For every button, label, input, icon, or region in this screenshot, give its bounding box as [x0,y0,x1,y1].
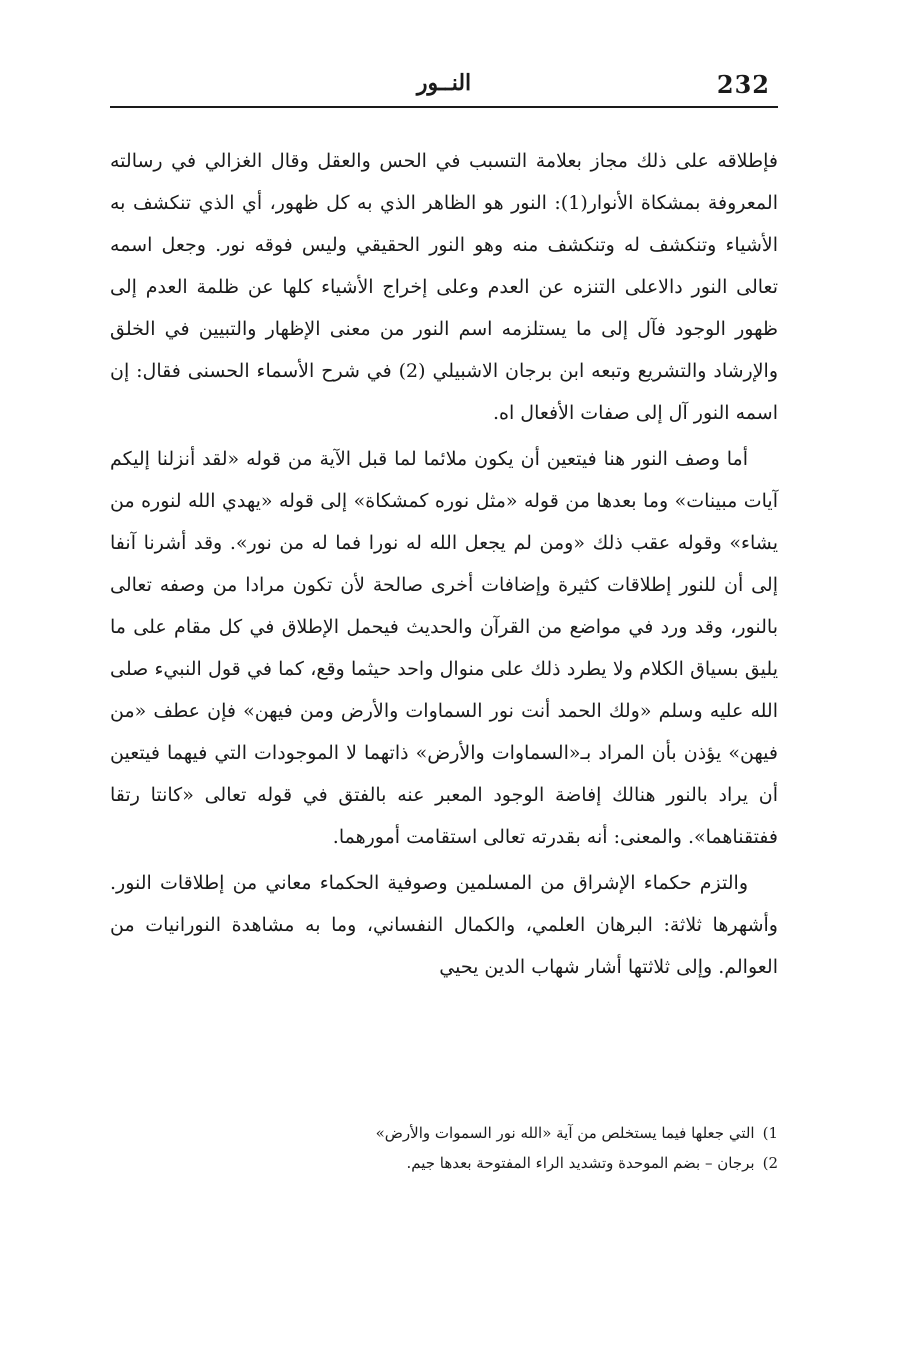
page-number: 232 [716,70,770,99]
footnotes [180,1118,778,1178]
header-rule [110,106,778,108]
footnote [180,1148,778,1178]
main-text [110,140,778,992]
footnote-text: التي جعلها فيما يستخلص من آية «الله نور السموات والأرض» [375,1124,755,1142]
footnote-text: برجان – بضم الموحدة وتشديد الراء المفتوحة بعدها جيم. [406,1154,755,1172]
running-title: النــور [416,70,472,96]
paragraph: فإطلاقه على ذلك مجاز بعلامة التسبب في الحس والعقل وقال الغزالي في رسالته المعروفة بمشكاة الأنوار(1): النور هو الظاهر الذي به كل ظهور، أي الذي تنكشف به الأشياء وتنكشف له وتنكشف منه وهو النور الحقيقي وليس فوقه نور. وجعل اسمه تعالى النور دالاعلى التنزه عن العدم وعلى إخراج الأشياء كلها عن ظلمة العدم إلى ظهور الوجود فآل إلى ما يستلزمه اسم النور من معنى الإظهار والتبيين في الخلق والإرشاد والتشريع وتبعه ابن برجان الاشبيلي (2) في شرح الأسماء الحسنى فقال: إن اسمه النور آل إلى صفات الأفعال اه. [110,150,778,424]
paragraph: والتزم حكماء الإشراق من المسلمين وصوفية الحكماء معاني من إطلاقات النور. وأشهرها ثلاثة: البرهان العلمي، والكمال النفساني، وما به مشاهدة النورانيات من العوالم. وإلى ثلاثتها أشار شهاب الدين يحيي [110,872,778,978]
paragraph: أما وصف النور هنا فيتعين أن يكون ملائما لما قبل الآية من قوله «لقد أنزلنا إليكم آيات مبينات» وما بعدها من قوله «مثل نوره كمشكاة» إلى قوله «يهدي الله لنوره من يشاء» وقوله عقب ذلك «ومن لم يجعل الله له نورا فما له من نور». وقد أشرنا آنفا إلى أن للنور إطلاقات كثيرة وإضافات أخرى صالحة لأن تكون مرادا من وصفه تعالى بالنور، وقد ورد في مواضع من القرآن والحديث فيحمل الإطلاق في كل مقام على ما يليق بسياق الكلام ولا يطرد ذلك على منوال واحد حيثما وقع، كما في قول النبيء صلى الله عليه وسلم «ولك الحمد أنت نور السماوات والأرض ومن فيهن» فإن عطف «من فيهن» يؤذن بأن المراد بـ«السماوات والأرض» ذاتهما لا الموجودات التي فيهما فيتعين أن يراد بالنور هنالك إفاضة الوجود المعبر عنه بالفتق في قوله تعالى «كانتا رتقا ففتقناهما». والمعنى: أنه بقدرته تعالى استقامت أمورهما. [110,448,779,848]
footnote-marker: 2) [762,1154,778,1172]
footnote [180,1118,778,1148]
page-header [110,68,778,104]
footnote-marker: 1) [762,1124,778,1142]
